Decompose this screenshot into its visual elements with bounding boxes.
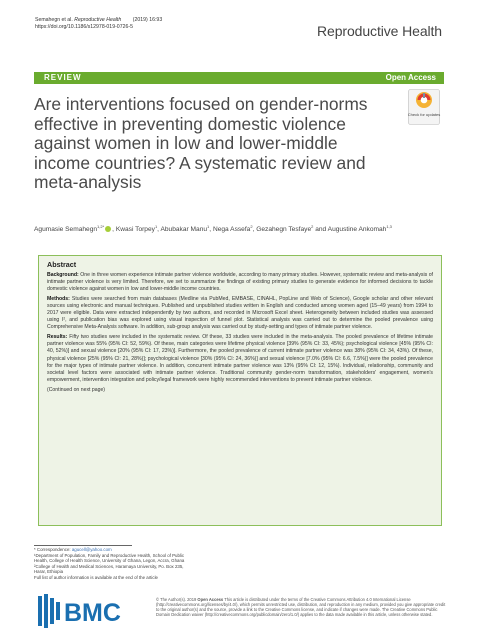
footnotes	[34, 547, 194, 581]
affiliation-1: ¹Department of Population, Family and Reproductive Health, School of Public Health, College of Health Science, University of Ghana, Legon, Accra, Ghana	[34, 552, 185, 564]
author-name: Gezahegn Tesfaye	[256, 226, 312, 234]
citation-volume: (2019) 16:93	[132, 17, 163, 23]
abstract-methods	[47, 296, 433, 331]
author-affiliation-marker: 1,2*	[97, 224, 105, 229]
full-list-note: Full list of author information is available at the end of the article	[34, 574, 158, 580]
author-affiliation-marker: 2	[311, 224, 314, 229]
affiliation-2: ²College of Health and Medical Sciences, Haramaya University, Po. Box 235, Harar, Ethiopia	[34, 563, 184, 575]
abstract-results	[47, 334, 433, 383]
article-title: Are interventions focused on gender-norms effective in preventing domestic violence against women in low and lower-middle income countries? A systematic review and meta-analysis	[34, 94, 368, 192]
author-affiliation-marker: 1	[207, 224, 210, 229]
license-text: This article is distributed under the terms of the Creative Commons Attribution 4.0 International License (http://creativecommons.org/licenses/by/4.0/), which permits unrestricted use, distribution, and reproduction in any medium, provided you give appropriate credit to the original author(s) and the source, provide a link to the Creative Commons license, and indicate if changes were made. The Creative Commons Public Domain Dedication waiver (http://creativecommons.org/publicdomain/zero/1.0/) applies to the data made available in this article, unless otherwise stated.	[156, 597, 446, 618]
orcid-icon[interactable]	[105, 226, 111, 232]
author-name: Nega Assefa	[212, 226, 251, 234]
bmc-logo	[38, 594, 128, 628]
abstract-background	[47, 272, 433, 293]
correspondence-email[interactable]: agucell@yahoo.com	[71, 547, 112, 552]
copyright: © The Author(s). 2019	[156, 597, 197, 602]
abstract-continued: (Continued on next page)	[47, 386, 106, 393]
author-name: Agumasie Semahegn	[34, 226, 98, 234]
results-label: Results:	[47, 334, 68, 341]
author-affiliation-marker: 2	[250, 224, 253, 229]
author-name: Kwasi Torpey	[115, 226, 155, 234]
author-name: Abubakar Manu	[160, 226, 208, 234]
doi-link[interactable]: https://doi.org/10.1186/s12978-019-0726-5	[35, 24, 133, 30]
open-access-label: Open Access	[385, 73, 436, 82]
correspondence-label: * Correspondence:	[34, 547, 71, 552]
author-affiliation-marker: 1,3	[386, 224, 392, 229]
abstract-box	[38, 255, 442, 526]
open-access-bold: Open Access	[197, 597, 224, 602]
article-type: REVIEW	[44, 73, 82, 82]
citation-journal: Reproductive Health	[74, 17, 122, 23]
author-separator: ,	[209, 226, 213, 234]
citation-authors: Semahegn et al.	[35, 17, 73, 23]
results-text: Fifty two studies were included in the systematic review. Of these, 33 studies were included in the meta-analysis. The pooled prevalence of lifetime intimate partner violence was 55% (95% CI: 52, 59%). Of these, main categories were lifetime physical violence [39% (95% CI: 33, 45%); psychological violence [45% (95% CI: 40, 52%)] and sexual violence [20% (95% CI: 17, 23%)]. Furthermore, the pooled prevalence of current intimate partner violence was 38% (95% CI: 34, 43%). Of these, physical violence [25% (95% CI: 21, 28%)]; psychological violence [30% (95% CI: 24, 36%)] and sexual violence [7.0% (95% CI: 6.6, 7.5%)] were the pooled prevalence for the major types of intimate partner violence. In addition, concurrent intimate partner violence was 13% (95% CI: 12, 15%). Individual, relationship, community and societal level factors were associated with intimate partner violence. Traditional community gender-norm transformation, stakeholders' engagement, women's empowerment, intervention integration and policy/legal framework were highly recommended interventions to prevent intimate partner violence.	[47, 334, 433, 383]
author-affiliation-marker: 1	[154, 224, 158, 229]
footnote-divider	[34, 545, 132, 546]
bmc-logo-text: BMC	[64, 599, 121, 627]
check-for-updates-label[interactable]: Check for updates	[407, 112, 441, 117]
author-separator: ,	[252, 226, 257, 234]
author-separator: and	[313, 226, 328, 234]
methods-text: Studies were searched from main databases (Medline via PubMed, EMBASE, CINAHL, PopLine and Web of Science), Google scholar and other relevant sources using electronic and manual techniques. Published and unpublished studies written in English and conducted among women aged (15–49 years) from 1994 to 2017 were eligible. Data were extracted independently by two authors, and recorded in Microsoft Excel sheet. Heterogeneity between included studies was assessed using I², and publication bias was explored using visual inspection of funnel plot. Statistical analysis was carried out to determine the pooled prevalence using Comprehensive Meta-Analysis software. In addition, sub-group analysis was carried out by study-setting and types of intimate partner violence.	[47, 296, 433, 331]
check-for-updates-icon[interactable]	[408, 89, 440, 125]
author-separator: ,	[157, 226, 161, 234]
background-text: One in three women experience intimate partner violence worldwide, according to many primary studies. However, systematic review and meta-analysis of intimate partner violence is very limited. Therefore, we set to summarize the findings of existing primary studies to generate evidence for informed decisions to tackle domestic violence against women in low and lower-middle income countries.	[47, 272, 433, 293]
background-label: Background:	[47, 272, 79, 278]
author-list	[34, 222, 434, 235]
citation-header	[35, 17, 162, 31]
methods-label: Methods:	[47, 296, 70, 303]
author-name: Augustine Ankomah	[327, 226, 387, 234]
journal-name: Reproductive Health	[317, 23, 442, 39]
article-type-band	[34, 72, 444, 84]
license-notice	[156, 597, 446, 617]
abstract-heading: Abstract	[47, 260, 77, 269]
author-separator: ,	[112, 226, 116, 234]
